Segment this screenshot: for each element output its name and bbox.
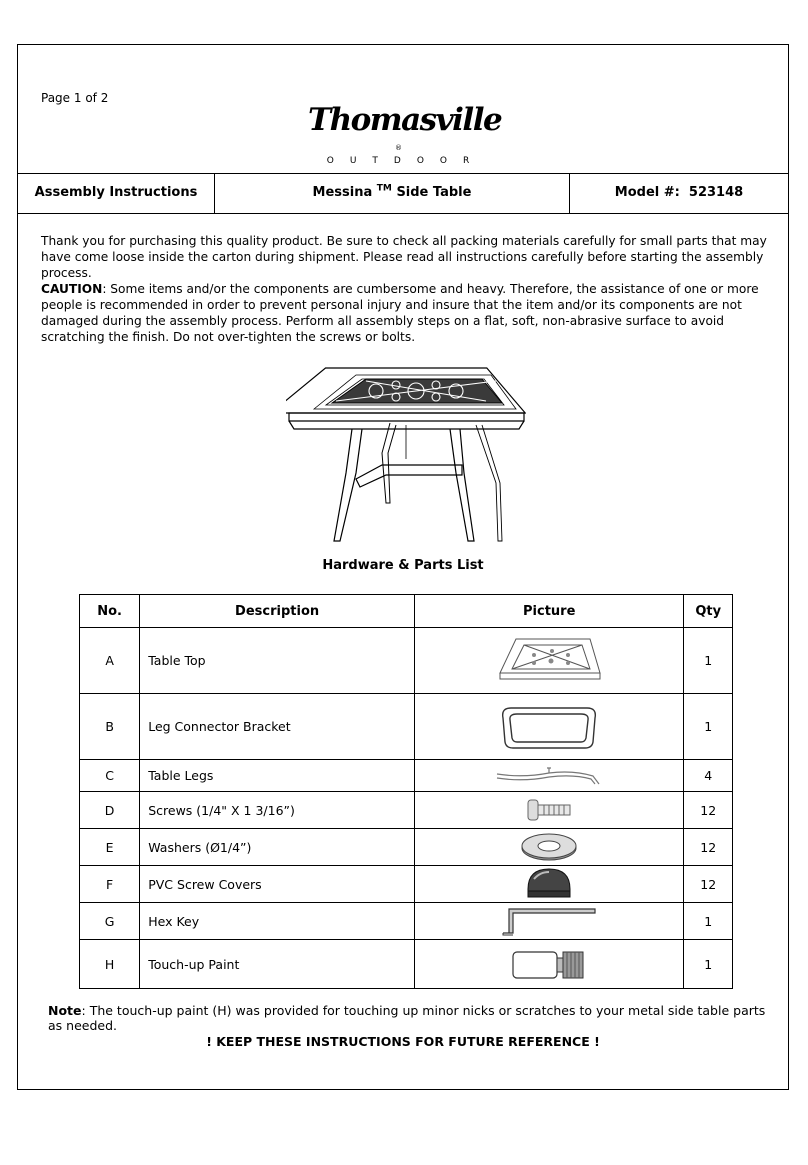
- table-row: [80, 628, 733, 694]
- part-description: Table Top: [140, 628, 415, 694]
- model-number: [570, 173, 788, 213]
- part-picture: [414, 760, 683, 792]
- part-description: Leg Connector Bracket: [140, 694, 415, 760]
- part-no: B: [80, 694, 140, 760]
- part-description: Table Legs: [140, 760, 415, 792]
- note-paragraph: [48, 1003, 768, 1033]
- note-text: : The touch-up paint (H) was provided for touching up minor nicks or scratches to your metal side table parts as needed.: [48, 1003, 766, 1033]
- part-qty: 12: [684, 866, 733, 903]
- bracket-icon: [497, 702, 601, 752]
- part-picture: [414, 940, 683, 989]
- part-qty: 1: [684, 628, 733, 694]
- part-picture: [414, 628, 683, 694]
- paint-bottle-icon: [509, 946, 589, 982]
- header-picture: Picture: [414, 595, 683, 628]
- section-title: Assembly Instructions: [18, 173, 215, 213]
- part-picture: [414, 792, 683, 829]
- product-title: [215, 173, 570, 213]
- parts-list-title: Hardware & Parts List: [322, 558, 484, 573]
- trademark-mark: TM: [376, 183, 392, 194]
- part-no: H: [80, 940, 140, 989]
- brand-name: Thomasville: [308, 102, 502, 138]
- parts-table: [79, 594, 733, 989]
- table-row: [80, 866, 733, 903]
- model-value: 523148: [688, 185, 744, 200]
- part-picture: [414, 866, 683, 903]
- brand-logo: [308, 102, 502, 166]
- part-picture: [414, 694, 683, 760]
- product-suffix: Side Table: [396, 185, 472, 200]
- document-frame: [17, 44, 789, 1090]
- brand-subtitle: OUTDOOR: [326, 156, 486, 166]
- intro-paragraph: Thank you for purchasing this quality product. Be sure to check all packing materials carefully for small parts that may have come loose inside the carton during shipment. Please read all instructions carefully before starting the assembly process.: [41, 234, 767, 280]
- part-description: Washers (Ø1/4”): [140, 829, 415, 866]
- screw-icon: [524, 797, 574, 823]
- table-row: [80, 829, 733, 866]
- part-no: C: [80, 760, 140, 792]
- part-description: Screws (1/4" X 1 3/16”): [140, 792, 415, 829]
- part-qty: 12: [684, 829, 733, 866]
- table-row: [80, 694, 733, 760]
- part-qty: 4: [684, 760, 733, 792]
- side-table-illustration: [286, 363, 526, 543]
- title-bar: [18, 173, 788, 214]
- header-qty: Qty: [684, 595, 733, 628]
- part-no: E: [80, 829, 140, 866]
- caution-text: : Some items and/or the components are cumbersome and heavy. Therefore, the assistance of one or more people is recommended in order to prevent personal injury and insure that the item and/or its components are not damaged during the assembly process. Perform all assembly steps on a flat, soft, non-abrasive surface to avoid scratching the finish. Do not over-tighten the screws or bolts.: [41, 282, 759, 344]
- header-description: Description: [140, 595, 415, 628]
- part-qty: 1: [684, 940, 733, 989]
- table-row: [80, 792, 733, 829]
- part-qty: 1: [684, 903, 733, 940]
- part-picture: [414, 903, 683, 940]
- part-no: G: [80, 903, 140, 940]
- table-row: [80, 940, 733, 989]
- table-row: [80, 760, 733, 792]
- hex-key-icon: [499, 905, 599, 937]
- caution-label: CAUTION: [41, 282, 103, 296]
- table-leg-icon: [493, 764, 605, 788]
- part-qty: 1: [684, 694, 733, 760]
- screw-cover-icon: [524, 867, 574, 901]
- part-description: PVC Screw Covers: [140, 866, 415, 903]
- part-picture: [414, 829, 683, 866]
- header-no: No.: [80, 595, 140, 628]
- part-description: Hex Key: [140, 903, 415, 940]
- product-name: Messina: [312, 185, 373, 200]
- note-label: Note: [48, 1003, 82, 1018]
- part-no: A: [80, 628, 140, 694]
- brand-registered-mark: ®: [395, 144, 402, 152]
- part-qty: 12: [684, 792, 733, 829]
- model-label: Model #:: [614, 185, 680, 200]
- washer-icon: [519, 832, 579, 862]
- caution-paragraph: [41, 281, 771, 345]
- table-header-row: [80, 595, 733, 628]
- part-no: D: [80, 792, 140, 829]
- page-number: Page 1 of 2: [41, 91, 109, 105]
- table-top-icon: [494, 633, 604, 689]
- part-description: Touch-up Paint: [140, 940, 415, 989]
- document-header: [18, 45, 788, 174]
- keep-instructions-banner: ! KEEP THESE INSTRUCTIONS FOR FUTURE REFERENCE !: [206, 1034, 600, 1049]
- part-no: F: [80, 866, 140, 903]
- table-row: [80, 903, 733, 940]
